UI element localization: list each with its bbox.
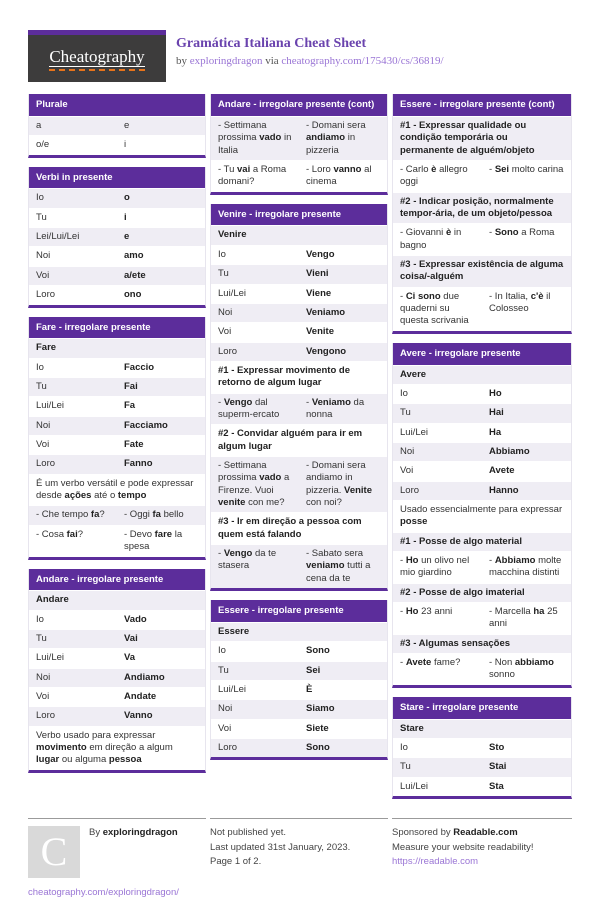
- table-cell: Tu: [36, 633, 47, 645]
- footer-byline: [89, 826, 178, 878]
- section-title: Venire - irregolare presente: [211, 204, 387, 226]
- table-cell: Noi: [218, 306, 233, 318]
- table-cell: Io: [36, 361, 44, 373]
- section-rows: [29, 338, 205, 556]
- note-cell: Stare: [400, 722, 424, 734]
- table-cell: a: [36, 119, 42, 131]
- table-cell: i: [124, 139, 127, 151]
- table-row: [211, 456, 387, 512]
- table-cell: Avete: [489, 465, 515, 477]
- table-row: [29, 396, 205, 415]
- note-cell: #3 - Algumas sensações: [400, 637, 511, 649]
- table-cell: a/ete: [124, 269, 146, 281]
- sponsor-line: [392, 826, 572, 841]
- table-row: [211, 361, 387, 393]
- table-cell: Loro: [36, 289, 56, 301]
- table-cell: Ho: [489, 387, 502, 399]
- table-cell: - Ho un olivo nel mio giardino: [400, 555, 470, 579]
- table-cell: Voi: [400, 465, 414, 477]
- table-cell: - Oggi fa bello: [124, 509, 184, 521]
- table-cell: - Abbiamo molte macchina distinti: [489, 555, 562, 579]
- table-cell: Lui/Lei: [218, 287, 246, 299]
- table-row: [393, 551, 571, 583]
- sponsor-url-link[interactable]: https://readable.com: [392, 856, 479, 868]
- table-cell: - Sei molto carina: [489, 163, 564, 175]
- footer-status-column: [210, 818, 388, 901]
- table-cell: Sta: [489, 780, 504, 792]
- note-cell: Venire: [218, 229, 247, 241]
- table-row: [393, 192, 571, 224]
- table-cell: - Non abbiamo sonno: [489, 657, 554, 681]
- table-cell: Sto: [489, 741, 505, 753]
- table-cell: Io: [400, 741, 408, 753]
- table-cell: - Che tempo fa?: [36, 509, 105, 521]
- table-cell: Siete: [306, 722, 329, 734]
- table-cell: Noi: [36, 250, 51, 262]
- table-cell: e: [124, 119, 130, 131]
- table-cell: Andiamo: [124, 671, 165, 683]
- section: [210, 204, 388, 591]
- footer: [28, 818, 572, 901]
- table-row: [29, 435, 205, 454]
- table-cell: Fate: [124, 439, 144, 451]
- table-cell: Tu: [36, 211, 47, 223]
- table-cell: Loro: [36, 458, 56, 470]
- table-row: [211, 393, 387, 425]
- table-cell: - Settimana prossima vado in Italia: [218, 119, 292, 156]
- table-cell: - Veniamo da nonna: [306, 396, 365, 420]
- cheatography-logo[interactable]: [28, 30, 166, 82]
- table-row: [29, 377, 205, 396]
- author-row: [28, 826, 206, 878]
- table-cell: Lui/Lei: [36, 400, 64, 412]
- section-rows: [29, 590, 205, 769]
- table-cell: Tu: [400, 407, 411, 419]
- table-cell: Tu: [218, 268, 229, 280]
- byline: [176, 55, 444, 67]
- table-cell: - Tu vai a Roma domani?: [218, 163, 287, 188]
- table-cell: Loro: [218, 345, 238, 357]
- table-cell: Venite: [306, 326, 334, 338]
- note-cell: #2 - Indicar posição, normalmente tempor-ária, de um objeto/pessoa: [400, 195, 554, 219]
- table-cell: - Devo fare la spesa: [124, 528, 183, 553]
- section: [28, 94, 206, 158]
- table-row: [211, 160, 387, 192]
- table-cell: Ha: [489, 426, 502, 438]
- table-row: [211, 284, 387, 303]
- table-cell: - Domani sera andiamo in pizzeria: [306, 119, 366, 156]
- table-cell: Tu: [36, 381, 47, 393]
- section-rows: [29, 188, 205, 304]
- table-cell: o: [124, 192, 130, 204]
- table-row: [393, 461, 571, 480]
- note-cell: #2 - Posse de algo imaterial: [400, 586, 525, 598]
- table-cell: Noi: [218, 703, 233, 715]
- table-row: [29, 726, 205, 770]
- table-cell: Voi: [36, 269, 50, 281]
- table-cell: Lui/Lei: [400, 780, 428, 792]
- table-row: [393, 634, 571, 653]
- table-row: [211, 641, 387, 660]
- table-row: [393, 602, 571, 634]
- table-cell: Lui/Lei: [36, 652, 64, 664]
- section: [28, 167, 206, 308]
- table-cell: - Cosa fai?: [36, 528, 84, 540]
- section: [392, 343, 572, 688]
- table-row: [393, 583, 571, 602]
- table-cell: Io: [218, 645, 226, 657]
- masthead: [28, 30, 572, 82]
- footer-byline-prefix: By: [89, 827, 101, 838]
- footer-author-profile-link[interactable]: cheatography.com/exploringdragon/: [28, 887, 179, 898]
- table-cell: Hai: [489, 407, 504, 419]
- avatar-letter: C: [40, 829, 68, 874]
- table-cell: - Loro vanno al cinema: [306, 163, 372, 188]
- header-text: [176, 30, 444, 67]
- table-cell: Voi: [36, 691, 50, 703]
- table-cell: Abbiamo: [489, 445, 530, 457]
- table-row: [29, 668, 205, 687]
- table-row: [211, 699, 387, 718]
- section: [392, 94, 572, 334]
- table-cell: Siamo: [306, 703, 335, 715]
- section-title: Essere - irregolare presente: [211, 600, 387, 622]
- table-cell: Loro: [218, 741, 238, 753]
- note-cell: #1 - Expressar movimento de retorno de algum lugar: [218, 364, 350, 389]
- table-cell: Viene: [306, 287, 332, 299]
- table-cell: Va: [124, 652, 136, 664]
- table-cell: Sono: [306, 645, 330, 657]
- section-rows: [211, 622, 387, 757]
- table-cell: - Carlo è allegro oggi: [400, 163, 468, 188]
- table-row: [393, 287, 571, 331]
- table-cell: - Vengo dal superm-ercato: [218, 396, 280, 420]
- table-row: [29, 525, 205, 557]
- table-cell: Io: [400, 387, 408, 399]
- table-row: [393, 481, 571, 500]
- table-row: [393, 738, 571, 757]
- table-row: [29, 454, 205, 473]
- table-row: [211, 424, 387, 456]
- section-title: Andare - irregolare presente: [29, 569, 205, 591]
- section-title: Stare - irregolare presente: [393, 697, 571, 719]
- footer-author-column: [28, 818, 206, 901]
- table-cell: e: [124, 231, 130, 243]
- table-row: [29, 629, 205, 648]
- table-cell: Sei: [306, 664, 321, 676]
- note-cell: Fare: [36, 342, 57, 354]
- table-cell: Io: [36, 613, 44, 625]
- author-link[interactable]: exploringdragon: [189, 55, 263, 67]
- table-cell: o/e: [36, 139, 50, 151]
- table-row: [211, 264, 387, 283]
- note-cell: #3 - Ir em direção a pessoa com quem está falando: [218, 516, 362, 540]
- table-cell: - Giovanni è in bagno: [400, 227, 462, 251]
- table-cell: Veniamo: [306, 306, 346, 318]
- table-cell: Loro: [36, 710, 56, 722]
- table-cell: Fai: [124, 381, 138, 393]
- table-cell: - Sono a Roma: [489, 227, 555, 239]
- table-row: [211, 738, 387, 757]
- section: [210, 600, 388, 760]
- table-row: [29, 706, 205, 725]
- table-row: [29, 474, 205, 506]
- table-row: [211, 661, 387, 680]
- table-cell: Voi: [36, 439, 50, 451]
- table-row: [29, 266, 205, 285]
- section-title: Fare - irregolare presente: [29, 317, 205, 339]
- table-row: [393, 500, 571, 532]
- table-row: [29, 687, 205, 706]
- note-cell: #1 - Expressar qualidade ou condição temporária ou permanente de alguém/objeto: [400, 119, 535, 156]
- table-cell: Andate: [124, 691, 157, 703]
- table-row: [211, 512, 387, 544]
- section-title: Avere - irregolare presente: [393, 343, 571, 365]
- sponsor-prefix: Sponsored by: [392, 827, 451, 838]
- table-row: [29, 188, 205, 207]
- table-row: [211, 719, 387, 738]
- table-cell: Vengono: [306, 345, 347, 357]
- footer-author-link-row: [28, 886, 206, 901]
- table-cell: Faccio: [124, 361, 155, 373]
- table-row: [211, 303, 387, 322]
- table-row: [393, 384, 571, 403]
- section-rows: [211, 225, 387, 588]
- table-row: [393, 757, 571, 776]
- table-cell: - Domani sera andiamo in pizzeria. Venite con noi?: [306, 459, 373, 508]
- table-row: [211, 245, 387, 264]
- table-cell: i: [124, 211, 127, 223]
- table-cell: Voi: [218, 722, 232, 734]
- table-row: [29, 338, 205, 357]
- note-cell: É um verbo versátil e pode expressar desde ações até o tempo: [36, 477, 194, 502]
- table-cell: Tu: [218, 664, 229, 676]
- section-title: Plurale: [29, 94, 205, 116]
- section-title: Verbi in presente: [29, 167, 205, 189]
- note-cell: #1 - Posse de algo material: [400, 535, 522, 547]
- table-cell: Sono: [306, 741, 330, 753]
- table-cell: - Marcella ha 25 anni: [489, 606, 558, 630]
- table-cell: Lui/Lei: [400, 426, 428, 438]
- section-rows: [393, 719, 571, 796]
- table-row: [29, 610, 205, 629]
- note-cell: Avere: [400, 368, 427, 380]
- table-row: [29, 246, 205, 265]
- column-1: [28, 94, 206, 782]
- table-row: [393, 116, 571, 160]
- table-row: [211, 622, 387, 641]
- table-row: [393, 442, 571, 461]
- table-row: [29, 208, 205, 227]
- via-text: via: [265, 55, 279, 67]
- table-cell: Vanno: [124, 710, 153, 722]
- table-cell: Vieni: [306, 268, 329, 280]
- table-cell: amo: [124, 250, 144, 262]
- section-rows: [211, 116, 387, 192]
- note-cell: Essere: [218, 625, 250, 637]
- table-row: [29, 590, 205, 609]
- table-cell: Lei/Lui/Lei: [36, 231, 80, 243]
- table-cell: Noi: [400, 445, 415, 457]
- section: [28, 317, 206, 560]
- note-cell: Verbo usado para expressar movimento em direção a algum lugar ou alguma pessoa: [36, 729, 173, 766]
- table-cell: - Ci sono due quaderni su questa scrivania: [400, 290, 469, 327]
- table-row: [29, 505, 205, 524]
- table-cell: Vai: [124, 633, 138, 645]
- table-cell: Stai: [489, 761, 507, 773]
- section-title: Essere - irregolare presente (cont): [393, 94, 571, 116]
- logo-text: Cheatography: [49, 46, 145, 66]
- table-cell: Hanno: [489, 484, 519, 496]
- column-3: [392, 94, 572, 808]
- table-row: [393, 532, 571, 551]
- table-row: [393, 719, 571, 738]
- table-row: [29, 116, 205, 135]
- table-row: [29, 358, 205, 377]
- avatar[interactable]: [28, 826, 80, 878]
- column-2: [210, 94, 388, 769]
- sponsor-tagline: Measure your website readability!: [392, 841, 534, 853]
- table-row: [211, 342, 387, 361]
- table-row: [393, 365, 571, 384]
- logo-underline: [49, 47, 144, 71]
- table-row: [29, 135, 205, 154]
- table-cell: Io: [218, 248, 226, 260]
- table-row: [29, 648, 205, 667]
- table-cell: - Vengo da te stasera: [218, 548, 277, 572]
- table-row: [393, 255, 571, 287]
- sponsor-name: Readable.com: [453, 827, 518, 838]
- table-row: [211, 544, 387, 588]
- table-row: [393, 653, 571, 685]
- table-row: [211, 680, 387, 699]
- publish-status: Not published yet.: [210, 827, 287, 838]
- page-title: Gramática Italiana Cheat Sheet: [176, 36, 367, 51]
- table-cell: Fanno: [124, 458, 153, 470]
- table-row: [393, 223, 571, 255]
- table-row: [393, 403, 571, 422]
- section: [28, 569, 206, 773]
- table-cell: Voi: [218, 326, 232, 338]
- table-row: [29, 285, 205, 304]
- table-cell: ono: [124, 289, 142, 301]
- table-row: [211, 322, 387, 341]
- table-cell: Fa: [124, 400, 136, 412]
- note-cell: Usado essencialmente para expressar posse: [400, 503, 563, 528]
- note-cell: Andare: [36, 594, 69, 606]
- table-cell: Noi: [36, 671, 51, 683]
- table-cell: - Sabato sera veniamo tutti a cena da te: [306, 548, 371, 584]
- section: [392, 697, 572, 799]
- section-rows: [393, 365, 571, 685]
- table-row: [393, 423, 571, 442]
- table-row: [211, 225, 387, 244]
- table-cell: Lui/Lei: [218, 683, 246, 695]
- table-row: [29, 416, 205, 435]
- table-cell: - Ho 23 anni: [400, 606, 453, 618]
- note-cell: #3 - Expressar existência de alguma coisa/-alguém: [400, 258, 564, 283]
- last-updated: Last updated 31st January, 2023.: [210, 841, 351, 853]
- note-cell: #2 - Convidar alguém para ir em algum lugar: [218, 428, 363, 452]
- footer-sponsor-column: [392, 818, 572, 901]
- table-cell: Vado: [124, 613, 147, 625]
- section-rows: [393, 116, 571, 331]
- table-cell: - In Italia, c'è il Colosseo: [489, 290, 551, 314]
- section: [210, 94, 388, 195]
- table-cell: Vengo: [306, 248, 335, 260]
- table-cell: - Settimana prossima vado a Firenze. Vuoi venite con me?: [218, 459, 290, 508]
- columns: [28, 94, 572, 808]
- page-number: Page 1 of 2.: [210, 856, 262, 868]
- table-row: [393, 777, 571, 796]
- table-cell: Facciamo: [124, 419, 168, 431]
- byline-prefix: by: [176, 55, 187, 67]
- sheet-url-link[interactable]: cheatography.com/175430/cs/36819/: [281, 55, 444, 67]
- table-cell: Io: [36, 192, 44, 204]
- table-cell: Noi: [36, 419, 51, 431]
- table-row: [211, 116, 387, 160]
- table-cell: - Avete fame?: [400, 657, 461, 669]
- table-row: [29, 227, 205, 246]
- footer-author-name: exploringdragon: [102, 827, 178, 838]
- table-row: [393, 160, 571, 192]
- section-rows: [29, 116, 205, 155]
- table-cell: Loro: [400, 484, 420, 496]
- table-cell: Tu: [400, 761, 411, 773]
- table-cell: È: [306, 683, 313, 695]
- section-title: Andare - irregolare presente (cont): [211, 94, 387, 116]
